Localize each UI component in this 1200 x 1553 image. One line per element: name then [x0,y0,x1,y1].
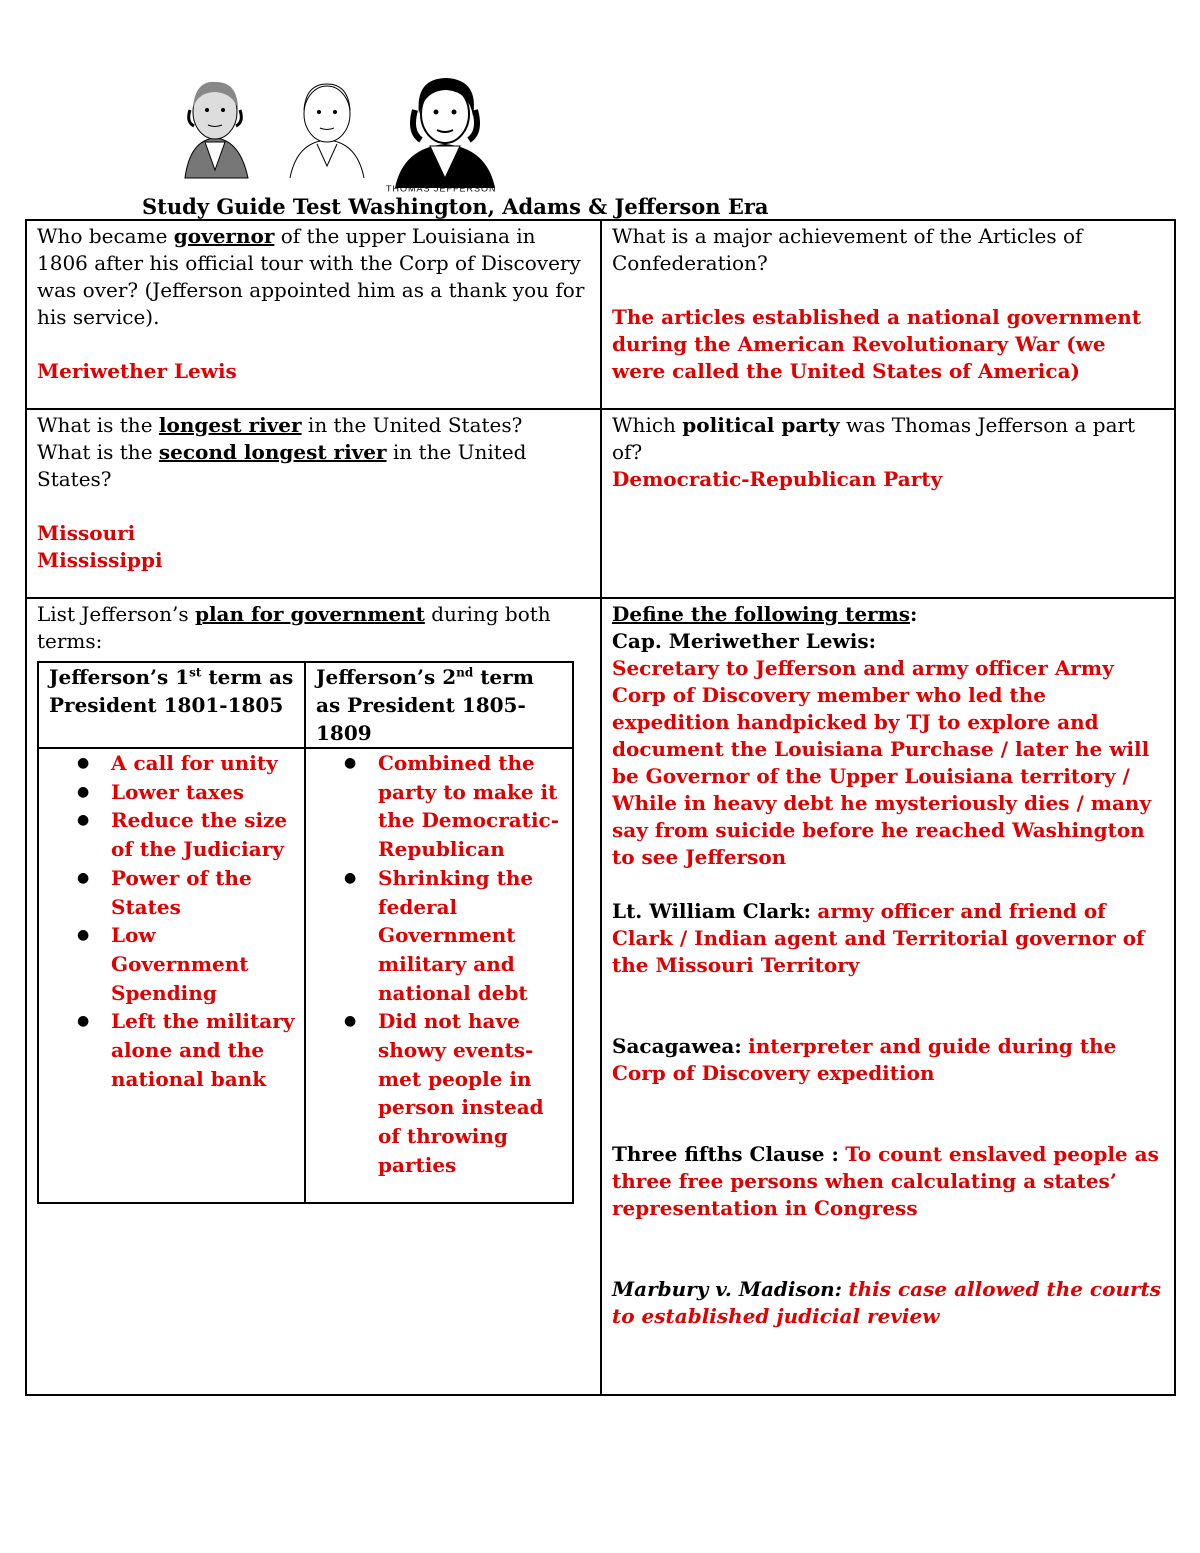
term2-item: ● Did not have showy events- met people in person instead of throwing parties [378,1007,564,1179]
study-guide-table [25,219,1176,1396]
term-marbury [612,1276,1164,1330]
term1-list [39,749,296,1093]
q3-keyword-2: second longest river [158,440,387,464]
q3-line1: What is the longest river in the United States? [37,413,523,437]
term1-item: ● Power of the States [111,864,296,921]
adams-portrait [272,70,382,180]
q3-keyword-1: longest river [158,413,302,437]
three-label: Three fifths Clause : [612,1142,839,1166]
term1-item: ● Reduce the size of the Judiciary [111,806,296,863]
jefferson-terms-table [37,661,574,1204]
jefferson-signature: THOMAS JEFFERSON [386,184,497,194]
q3-answer-2: Mississippi [37,548,163,572]
cell-plan-question [26,598,601,1395]
term2-list [306,749,564,1180]
clark-definition: army officer and friend of Clark / Indian agent and Territorial governor of the Missouri Territory [612,899,1145,977]
page-title: Study Guide Test Washington, Adams & Jefferson Era [142,194,769,219]
term-clark [612,898,1164,979]
term1-item: ● Lower taxes [111,778,296,807]
term2-header: Jefferson’s 2nd term as President 1805-1809 [305,662,573,748]
term1-item: ● Low Government Spending [111,921,296,1007]
cell-define-terms [601,598,1175,1395]
washington-portrait [160,70,270,180]
q2-answer: The articles established a national government during the American Revolutionary War (we were called the United States of America) [612,305,1142,383]
q5-text-pre: List Jefferson’s [37,602,195,626]
term1-cell [38,748,305,1203]
q4-text-post: was Thomas Jefferson a part of? [612,413,1136,464]
cell-rivers-question [26,409,601,598]
marbury-label: Marbury v. Madison: [612,1277,843,1301]
cell-governor-question [26,220,601,409]
q4-keyword: political party [682,413,840,437]
term-sacagawea [612,1033,1164,1087]
term2-item: ● Combined the party to make it the Democratic-Republican [378,749,564,864]
q3-answer-1: Missouri [37,521,136,545]
cell-party-question [601,409,1175,598]
clark-label: Lt. William Clark: [612,899,812,923]
q1-text-post: of the upper Louisiana in 1806 after his official tour with the Corp of Discovery was over? (Jefferson appointed him as a thank you for his service). [37,224,585,329]
q4-text-pre: Which [612,413,683,437]
lewis-definition: Secretary to Jefferson and army officer Army Corp of Discovery member who led the expedition handpicked by TJ to explore and document the Louisiana Purchase / later he will be Governor of the Upper Louisiana territory / While in heavy debt he mysteriously dies / many say from suicide before he reached Washington to see Jefferson [612,656,1152,869]
jefferson-portrait [385,70,505,188]
q5-text-post: during both terms: [37,602,551,653]
cell-articles-question [601,220,1175,409]
term-three-fifths [612,1141,1164,1222]
three-definition: To count enslaved people as three free persons when calculating a states’ representation in Congress [612,1142,1159,1220]
sac-definition: interpreter and guide during the Corp of Discovery expedition [612,1034,1117,1085]
q3-line2: What is the second longest river in the United States? [37,440,527,491]
q4-answer: Democratic-Republican Party [612,467,943,491]
lewis-label: Cap. Meriwether Lewis: [612,629,876,653]
term-lewis [612,628,1164,871]
term1-item: ● A call for unity [111,749,296,778]
q1-text-pre: Who became [37,224,174,248]
q1-answer: Meriwether Lewis [37,359,237,383]
define-heading: Define the following terms: [612,602,918,626]
term2-cell [305,748,573,1203]
presidents-portraits [160,70,505,195]
sac-label: Sacagawea: [612,1034,742,1058]
q5-keyword: plan for government [194,602,425,626]
term1-header: Jefferson’s 1st term as President 1801-1805 [38,662,305,748]
term1-item: ● Left the military alone and the national bank [111,1007,296,1093]
term2-item: ● Shrinking the federal Government military and national debt [378,864,564,1008]
q1-keyword: governor [173,224,275,248]
marbury-definition: this case allowed the courts to established judicial review [612,1277,1162,1328]
q2-question: What is a major achievement of the Articles of Confederation? [612,224,1083,275]
